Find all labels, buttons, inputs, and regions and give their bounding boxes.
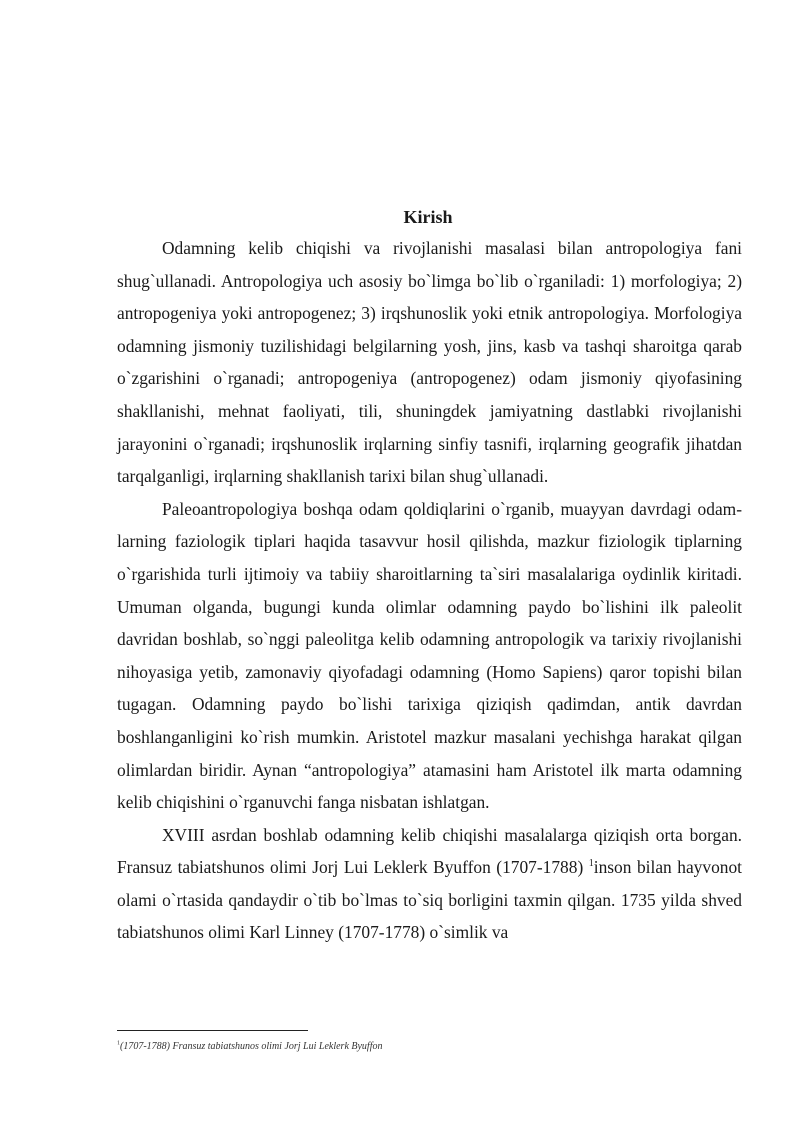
paragraph-2-text: Paleoantropologiya boshqa odam qoldiqlarini o`rganib, muayyan davrdagi odam-larning faziologik tiplari haqida tasavvur hosil qilishda, mazkur fiziologik tiplarning o`rgarishida turli ijtimoiy va tabiiy sharoitlarning ta`siri masalalariga oydinlik kiritadi. Umuman olganda, bugungi kunda olimlar odamning paydo bo`lishini ilk paleolit davridan boshlab, so`nggi paleolitga kelib odamning antropologik va tarixiy rivojlanishi nihoyasiga yetib, zamonaviy qiyofadagi odamning (Homo Sapiens) qaror topishi bilan tugagan. Odamning paydo bo`lishi tarixiga qiziqish qadimdan, antik davrdan boshlanganligini ko`rish mumkin. Aristotel mazkur masalani yechishga harakat qilgan olimlardan biridir. Aynan “antropologiya” atamasini ham Aristotel ilk marta odamning kelib chiqishini o`rganuvchi fanga nisbatan ishlatgan. [117, 498, 742, 813]
paragraph-3-text-before: XVIII asrdan boshlab odamning kelib chiqishi masalalarga qiziqish orta borgan. Fransuz tabiatshunos olimi Jorj Lui Leklerk Byuffon (1707-1788) [117, 824, 742, 878]
footnote-marker: 1 [117, 1040, 120, 1047]
footnote-divider [117, 1030, 308, 1031]
paragraph-2 [117, 493, 742, 819]
footnote-reference[interactable]: 1 [588, 858, 594, 870]
footnote [117, 1040, 742, 1054]
paragraph-3-text-after: inson bilan hayvonot olami o`rtasida qandaydir o`tib bo`lmas to`siq borligini taxmin qilgan. 1735 yilda shved tabiatshunos olimi Karl Linney (1707-1778) o`simlik va [117, 857, 742, 943]
paragraph-1-text: Odamning kelib chiqishi va rivojlanishi masalasi bilan antropologiya fani shug`ullanadi. Antropologiya uch asosiy bo`limga bo`lib o`rganiladi: 1) morfologiya; 2) antropogeniya yoki antropogenez; 3) irqshunoslik yoki etnik antropologiya. Morfologiya odamning jismoniy tuzilishidagi belgilarning yosh, jins, kasb va tashqi sharoitga qarab o`zgarishini o`rganadi; antropogeniya (antropogenez) odam jismoniy qiyofasining shakllanishi, mehnat faoliyati, tili, shuningdek jamiyatning dastlabki rivojlanishi jarayonini o`rganadi; irqshunoslik irqlarning sinfiy tasnifi, irqlarning geografik jihatdan tarqalganligi, irqlarning shakllanish tarixi bilan shug`ullanadi. [117, 238, 742, 487]
paragraph-3 [117, 819, 742, 949]
footnote-text: (1707-1788) Fransuz tabiatshunos olimi Jorj Lui Leklerk Byuffon [120, 1041, 383, 1052]
paragraph-1 [117, 232, 742, 493]
page-title: Kirish [403, 207, 453, 227]
body-text [117, 232, 742, 949]
